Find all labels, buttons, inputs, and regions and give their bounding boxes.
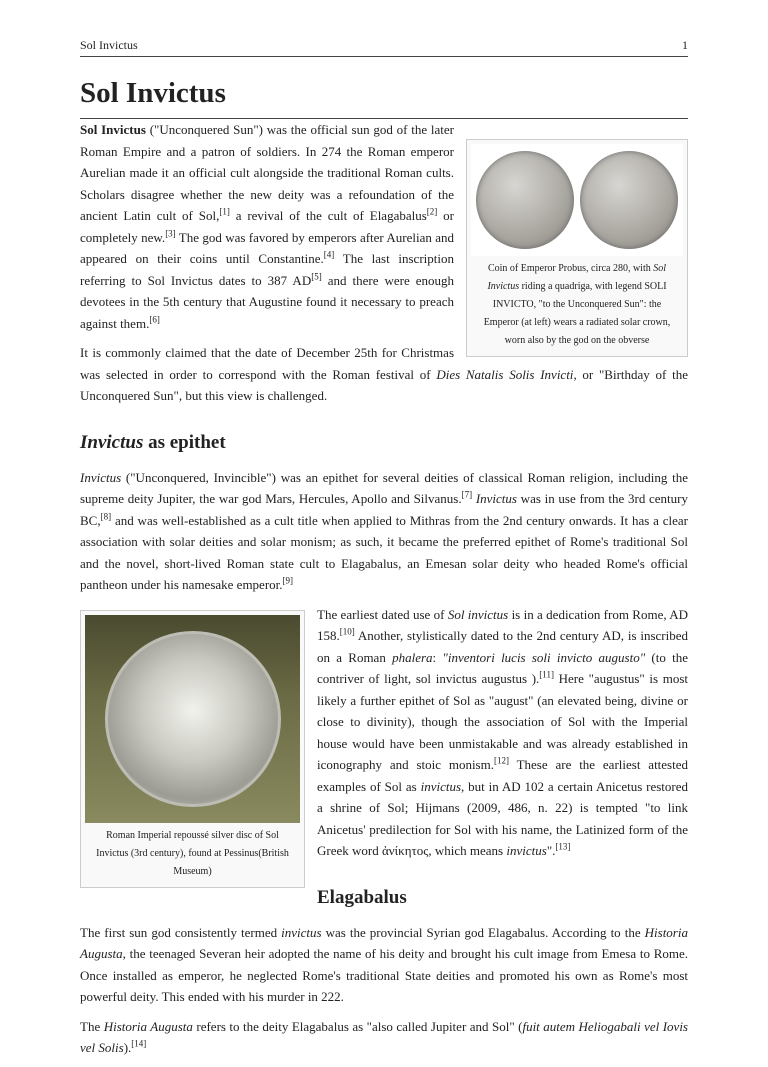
text-run: The god was favored by emperors after Aurelian and appeared on their coins until Constantine. bbox=[80, 229, 454, 266]
text-run: phalera bbox=[392, 649, 433, 665]
text-run: It is commonly claimed that the date of December 25th for Christmas was selected in order to correspond with the Roman festival of bbox=[80, 345, 454, 382]
text-run: "inventori lucis soli invicto augusto" bbox=[442, 649, 646, 665]
citation-ref[interactable]: [5] bbox=[311, 271, 322, 282]
paragraph bbox=[80, 467, 688, 596]
text-run: Another, stylistically dated to the 2nd century AD, is inscribed on a Roman bbox=[317, 628, 688, 665]
citation-ref[interactable]: [6] bbox=[149, 314, 160, 325]
text-run: ("Unconquered, Invincible") was an epithet for several deities of classical Roman religion, including the supreme deity Jupiter, the war god Mars, Hercules, Apollo and Silvanus. bbox=[80, 469, 688, 506]
citation-ref[interactable]: [12] bbox=[493, 755, 509, 766]
text-run: ). bbox=[123, 1040, 132, 1055]
figure-probus-coin bbox=[466, 139, 688, 357]
paragraph bbox=[80, 922, 688, 1008]
text-run: Sol invictus bbox=[447, 606, 509, 622]
coin-reverse bbox=[580, 151, 678, 249]
text-run: (to the contriver of light, sol invictus augustus ). bbox=[317, 649, 689, 686]
citation-ref[interactable]: [1] bbox=[219, 206, 230, 217]
text-run: ". bbox=[546, 843, 556, 858]
text-run: The bbox=[80, 1018, 104, 1034]
paragraph bbox=[80, 1016, 688, 1059]
text-run: , or "Birthday of the Unconquered Sun", but this view is challenged. bbox=[80, 366, 689, 403]
citation-ref[interactable]: [4] bbox=[323, 249, 335, 260]
citation-ref[interactable]: [2] bbox=[426, 206, 438, 217]
text-run: was the provincial Syrian god Elagabalus. According to the bbox=[321, 924, 645, 940]
text-run: or completely new. bbox=[80, 208, 454, 245]
text-run: a revival of the cult of Elagabalus bbox=[229, 208, 427, 223]
text-run: Elagabalus bbox=[317, 886, 407, 908]
text-run: The last inscription referring to Sol Invictus dates to 387 AD bbox=[80, 251, 454, 288]
figure-silver-disc bbox=[80, 610, 305, 888]
header-title: Sol Invictus bbox=[80, 38, 138, 52]
text-run: Dies Natalis Solis Invicti bbox=[436, 366, 574, 382]
text-run: Invictus bbox=[80, 431, 144, 453]
section-elagabalus bbox=[80, 886, 688, 1059]
text-run: refers to the deity Elagabalus as "also called Jupiter and Sol" ( bbox=[192, 1018, 523, 1034]
text-run: invictus bbox=[506, 843, 547, 858]
text-run: , but in AD 102 a certain Anicetus restored a shrine of Sol; Hijmans (2009, 486, n. 22) is tempted "to link Anicetus' predilection for Sol with his name, the Latinized form of the Greek word ἀνίκητος, which means bbox=[317, 778, 689, 858]
citation-ref[interactable]: [8] bbox=[100, 511, 112, 522]
text-run: These are the earliest attested examples of Sol as bbox=[317, 757, 688, 794]
text-run: was in use from the 3rd century BC, bbox=[80, 491, 688, 528]
text-run: and there were enough devotees in the 5th century that Augustine found it necessary to preach against them. bbox=[80, 272, 455, 331]
article bbox=[80, 76, 688, 1067]
text-run: The earliest dated use of bbox=[317, 606, 448, 622]
coin-image bbox=[471, 144, 683, 256]
citation-ref[interactable]: [14] bbox=[131, 1038, 147, 1049]
text-run: Historia Augusta bbox=[80, 924, 688, 961]
text-run: The first sun god consistently termed bbox=[80, 924, 282, 940]
citation-ref[interactable]: [11] bbox=[539, 669, 554, 680]
text-run: Invictus bbox=[475, 491, 517, 506]
text-run: : bbox=[432, 649, 443, 665]
text-run: Invictus bbox=[80, 469, 122, 485]
text-run: Coin of Emperor Probus, circa 280, with bbox=[487, 263, 654, 274]
text-run: fuit autem Heliogabali vel Iovis vel Solis bbox=[80, 1018, 688, 1055]
figure-caption bbox=[85, 823, 300, 883]
page-title: Sol Invictus bbox=[80, 76, 688, 119]
figure-caption bbox=[471, 256, 683, 352]
text-run: Sol Invictus bbox=[80, 122, 146, 137]
text-run: invictus bbox=[420, 778, 462, 794]
text-run: invictus bbox=[281, 924, 322, 940]
section-heading bbox=[80, 886, 688, 910]
page-number: 1 bbox=[682, 38, 688, 52]
text-run: Here "augustus" is most likely a further epithet of Sol as "august" (an elevated being, divine or close to divinity), though the association of Sol with the Imperial house would have been unmistakable and was already established in iconography and stoic monism. bbox=[317, 671, 688, 772]
text-run: as epithet bbox=[143, 431, 226, 453]
section-heading bbox=[80, 431, 688, 455]
running-header bbox=[80, 38, 688, 57]
text-run: , the teenaged Severan heir adopted the name of his deity and brought his cult image from Emesa to Rome. Once installed as emperor, he neglected Rome's traditional State deities and promoted his own as Rome's most powerful deity. This ended with his murder in 222. bbox=[80, 946, 688, 1004]
text-run: Historia Augusta bbox=[103, 1018, 193, 1034]
text-run: and was well-established as a cult title when applied to Mithras from the 2nd century onwards. It has a clear association with solar deities and solar monism; as such, it became the preferred epithet of Rome's traditional Sol and the novel, short-lived Roman state cult to Elagabalus, an Emesan solar deity who headed Rome's official pantheon under his namesake emperor. bbox=[80, 512, 688, 592]
coin-obverse bbox=[476, 151, 574, 249]
citation-ref[interactable]: [9] bbox=[282, 575, 294, 586]
text-run: riding a quadriga, with legend SOLI INVICTO, "to the Unconquered Sun": the Emperor (at left) wears a radiated solar crown, worn also by the god on the obverse bbox=[483, 281, 671, 346]
text-run: Roman Imperial repoussé silver disc of Sol Invictus (3rd century), found at Pessinus(British Museum) bbox=[96, 829, 289, 877]
text-run: is in a dedication from Rome, AD 158. bbox=[317, 606, 688, 643]
citation-ref[interactable]: [10] bbox=[339, 626, 355, 637]
text-run: Sol Invictus bbox=[487, 263, 667, 292]
silver-disc bbox=[105, 631, 281, 807]
citation-ref[interactable]: [13] bbox=[555, 841, 571, 852]
disc-image bbox=[85, 615, 300, 823]
citation-ref[interactable]: [3] bbox=[165, 228, 176, 239]
section-invictus-epithet bbox=[80, 431, 689, 877]
citation-ref[interactable]: [7] bbox=[461, 489, 473, 500]
text-run: ("Unconquered Sun") was the official sun god of the later Roman Empire and a patron of soldiers. In 274 the Roman emperor Aurelian made it an official cult alongside the traditional Roman cults. Scholars disagree whether the new deity was a refoundation of the ancient Latin cult of Sol, bbox=[80, 122, 454, 223]
